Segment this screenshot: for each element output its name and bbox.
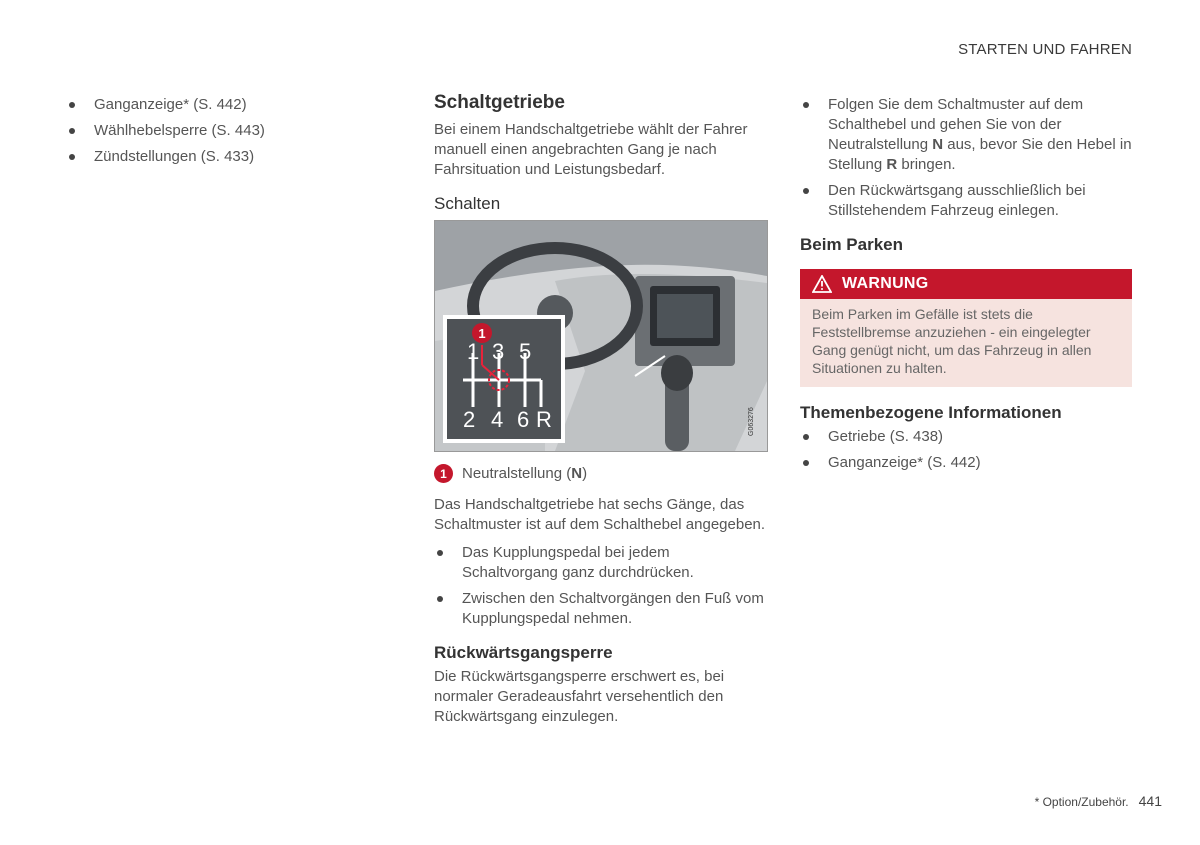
list-item: Ganganzeige* (S. 442) (800, 453, 1132, 473)
schalten-heading: Schalten (434, 194, 501, 213)
callout-marker: 1 (478, 326, 486, 341)
callout-number: 1 (434, 464, 453, 483)
reverse-lock-heading: Rückwärtsgangsperre (434, 643, 613, 662)
related-list (800, 427, 1132, 473)
section-header: STARTEN UND FAHREN (958, 41, 1132, 58)
warning-icon (812, 275, 832, 293)
list-item: Zündstellungen (S. 433) (66, 147, 366, 167)
gear-label: 2 (463, 407, 476, 432)
warning-text: Beim Parken im Gefälle ist stets die Feststellbremse anzuziehen - ein eingelegter Gang genügt nicht, um das Fahrzeug in allen Situationen zu halten. (812, 306, 1092, 376)
warning-title: WARNUNG (842, 275, 929, 292)
list-item: Ganganzeige* (S. 442) (66, 95, 366, 115)
gear-label: 3 (492, 339, 505, 364)
list-item: Wählhebelsperre (S. 443) (66, 121, 366, 141)
warning-box (800, 269, 1132, 387)
list-item: Zwischen den Schaltvorgängen den Fuß vom Kupplungspedal nehmen. (434, 589, 766, 629)
gear-shift-illustration (434, 220, 768, 452)
callout-legend (434, 464, 766, 483)
footer-note: * Option/Zubehör. (1034, 795, 1129, 809)
page-number: 441 (1138, 793, 1162, 809)
image-code: G063276 (748, 407, 755, 436)
page-footer (1035, 793, 1162, 809)
gear-label: 6 (517, 407, 530, 432)
reverse-lock-text: Die Rückwärtsgangsperre erschwert es, bei normaler Geradeausfahrt versehentlich den Rückwärtsgang einzulegen. (434, 668, 725, 725)
callout-text: Neutralstellung (N) (462, 465, 588, 482)
shifting-bullets (434, 543, 766, 629)
gear-label: 4 (491, 407, 504, 432)
gear-label: R (536, 407, 552, 432)
right-column (800, 95, 1132, 473)
gear-label: 5 (519, 339, 532, 364)
list-item: Folgen Sie dem Schaltmuster auf dem Schalthebel und gehen Sie von der Neutralstellung N aus, bevor Sie den Hebel in Stellung R bringen. (800, 95, 1132, 175)
right-bullets (800, 95, 1132, 221)
list-item: Den Rückwärtsgang ausschließlich bei Stillstehendem Fahrzeug einlegen. (800, 181, 1132, 221)
related-heading: Themenbezogene Informationen (800, 403, 1062, 422)
list-item: Getriebe (S. 438) (800, 427, 1132, 447)
list-item: Das Kupplungspedal bei jedem Schaltvorgang ganz durchdrücken. (434, 543, 766, 583)
intro-text: Bei einem Handschaltgetriebe wählt der Fahrer manuell einen angebrachten Gang je nach Fahrsituation und Leistungsbedarf. (434, 121, 748, 178)
left-bullet-list (66, 95, 366, 173)
gear-label: 1 (467, 339, 480, 364)
parking-heading: Beim Parken (800, 235, 903, 254)
warning-header (800, 269, 1132, 299)
middle-column (434, 92, 766, 727)
gear-description: Das Handschaltgetriebe hat sechs Gänge, das Schaltmuster ist auf dem Schalthebel angegeben. (434, 496, 766, 533)
page-title: Schaltgetriebe (434, 92, 565, 113)
car-interior-image (435, 221, 767, 451)
